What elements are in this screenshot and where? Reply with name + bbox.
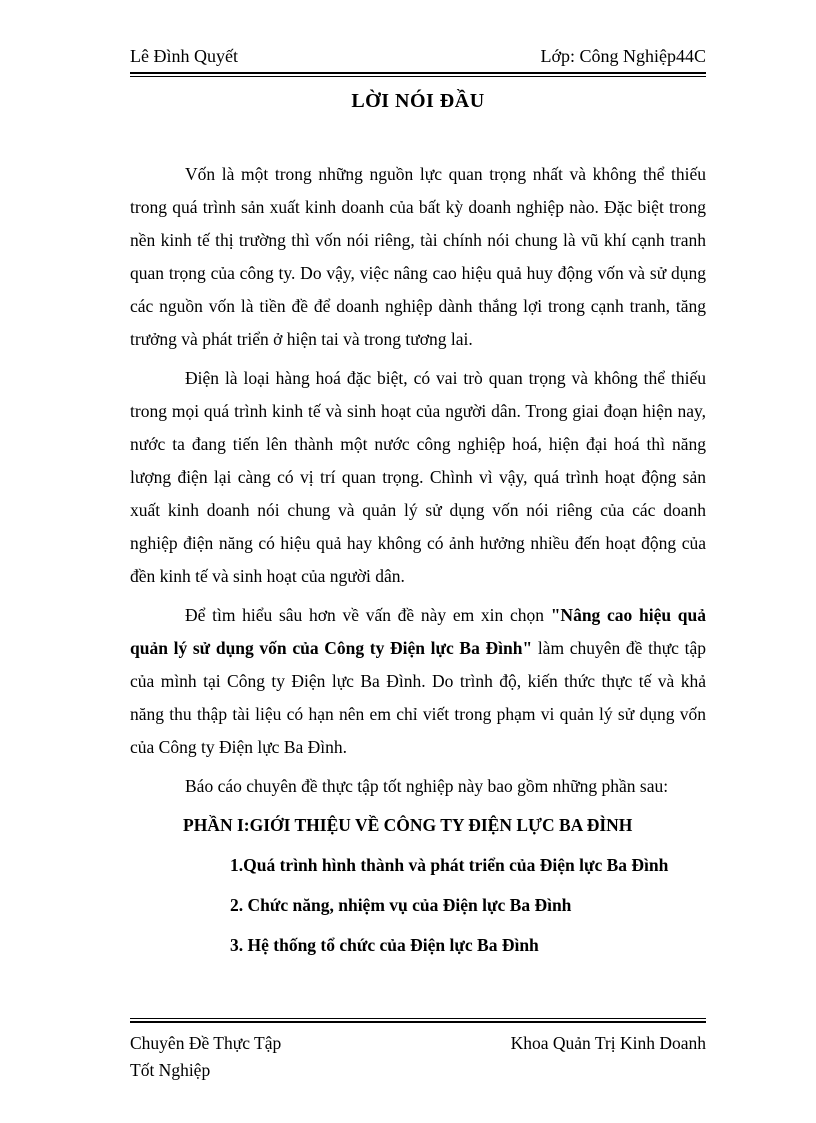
footer-left-line1: Chuyên Đề Thực Tập bbox=[130, 1033, 282, 1053]
header-author: Lê Đình Quyết bbox=[130, 46, 238, 66]
header-rule bbox=[130, 72, 706, 77]
header-class: Lớp: Công Nghiệp44C bbox=[540, 46, 706, 66]
paragraph-4: Báo cáo chuyên đề thực tập tốt nghiệp này bao gồm những phần sau: bbox=[185, 776, 669, 796]
paragraph-1: Vốn là một trong những nguồn lực quan trọng nhất và không thể thiếu trong quá trình sản xuất kinh doanh của bất kỳ doanh nghiệp nào. Đặc biệt trong nền kinh tế thị trường thì vốn nói riêng, tài chính nói chung là vũ khí cạnh tranh quan trọng của công ty. Do vậy, việc nâng cao hiệu quả huy động vốn và sử dụng các nguồn vốn là tiền đề để doanh nghiệp dành thắng lợi trong cạnh tranh, tăng trưởng và phát triển ở hiện tai và trong tương lai. bbox=[130, 164, 706, 349]
outline-part-1-heading: PHẦN I:GIỚI THIỆU VỀ CÔNG TY ĐIỆN LỰC BA ĐÌNH bbox=[183, 815, 633, 835]
footer-left-block bbox=[130, 1030, 281, 1084]
outline-item-1: 1.Quá trình hình thành và phát triển của Điện lực Ba Đình bbox=[230, 855, 669, 875]
footer-right-text: Khoa Quản Trị Kinh Doanh bbox=[510, 1033, 706, 1053]
footer-left-line2: Tốt Nghiệp bbox=[130, 1060, 211, 1080]
outline-item-3: 3. Hệ thống tổ chức của Điện lực Ba Đình bbox=[230, 935, 539, 955]
page-footer bbox=[130, 1018, 706, 1084]
paragraph-3-post: làm chuyên đề thực tập của mình tại Công ty Điện lực Ba Đình. Do trình độ, kiến thức thực tế và khả năng thu thập tài liệu có hạn nên em chỉ viết trong phạm vi quản lý sử dụng vốn của Công ty Điện lực Ba Đình. bbox=[130, 638, 706, 757]
paragraph-3-pre: Để tìm hiểu sâu hơn về vấn đề này em xin chọn bbox=[185, 605, 551, 625]
page-title: LỜI NÓI ĐẦU bbox=[351, 90, 485, 112]
outline-item-2: 2. Chức năng, nhiệm vụ của Điện lực Ba Đình bbox=[230, 895, 572, 915]
document-body bbox=[130, 158, 706, 962]
paragraph-2: Điện là loại hàng hoá đặc biệt, có vai trò quan trọng và không thể thiếu trong mọi quá trình kinh tế và sinh hoạt của người dân. Trong giai đoạn hiện nay, nước ta đang tiến lên thành một nước công nghiệp hoá, hiện đại hoá thì năng lượng điện lại càng có vị trí quan trọng. Chình vì vậy, quá trình hoạt động sản xuất kinh doanh nói chung và quản lý sử dụng vốn nói riêng của các doanh nghiệp điện năng có hiệu quả hay không có ảnh hưởng nhiều đến hoạt động của đền kinh tế và sinh hoạt của người dân. bbox=[130, 368, 706, 586]
footer-rule bbox=[130, 1018, 706, 1023]
page-header bbox=[130, 44, 706, 77]
paragraph-3 bbox=[130, 599, 706, 764]
paragraph-3-topic-bold: "Nâng cao hiệu quả quản lý sử dụng vốn của Công ty Điện lực Ba Đình" bbox=[130, 605, 706, 658]
